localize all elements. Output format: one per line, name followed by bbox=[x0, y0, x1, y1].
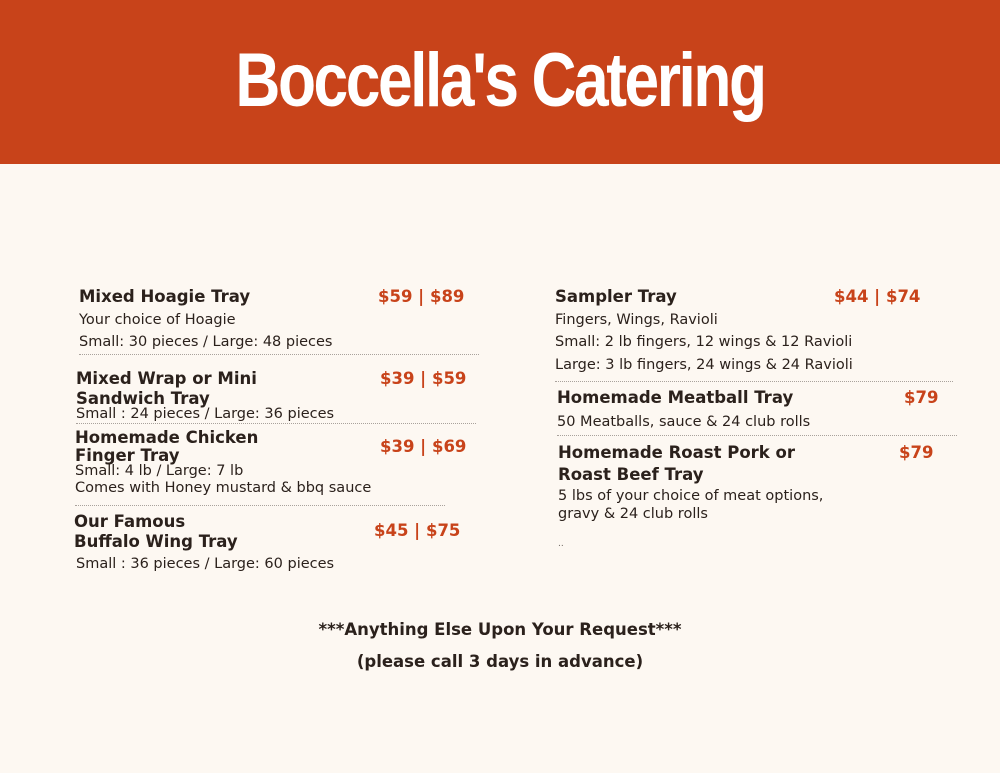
item-name-line: Sandwich Tray bbox=[76, 389, 210, 408]
divider bbox=[557, 435, 957, 436]
stray-mark: .. bbox=[558, 539, 564, 549]
item-price: $59 | $89 bbox=[378, 287, 465, 306]
menu-item-buffalo-wing-tray bbox=[74, 512, 238, 552]
item-description: Small : 24 pieces / Large: 36 pieces bbox=[76, 406, 335, 422]
item-name-line: Roast Beef Tray bbox=[558, 465, 704, 484]
item-name-line: Mixed Wrap or Mini bbox=[76, 369, 257, 388]
item-name-line: Homemade Chicken bbox=[75, 428, 259, 447]
item-description: Small: 4 lb / Large: 7 lb bbox=[75, 463, 244, 479]
item-name: Sampler Tray bbox=[555, 287, 677, 306]
divider bbox=[75, 505, 445, 506]
item-description: Small : 36 pieces / Large: 60 pieces bbox=[76, 556, 335, 572]
page-title: Boccella's Catering bbox=[235, 38, 765, 123]
menu-item-mixed-hoagie-tray bbox=[79, 287, 250, 307]
item-description: Your choice of Hoagie bbox=[79, 312, 236, 328]
item-description: gravy & 24 club rolls bbox=[558, 506, 708, 522]
footer-request-note: ***Anything Else Upon Your Request*** bbox=[318, 620, 682, 639]
item-description: 5 lbs of your choice of meat options, bbox=[558, 488, 824, 504]
divider bbox=[555, 381, 953, 382]
menu-item-sampler-tray bbox=[555, 287, 677, 307]
item-name: Homemade Meatball Tray bbox=[557, 388, 794, 407]
item-name-line: Homemade Roast Pork or bbox=[558, 443, 795, 462]
item-price: $79 bbox=[904, 388, 939, 407]
menu-item-chicken-finger-tray bbox=[75, 428, 258, 466]
menu-item-roast-pork-beef-tray bbox=[558, 443, 795, 485]
divider bbox=[76, 423, 476, 424]
item-price: $79 bbox=[899, 443, 934, 462]
item-description: Small: 30 pieces / Large: 48 pieces bbox=[79, 334, 333, 350]
item-name-line: Our Famous bbox=[74, 512, 186, 531]
item-price: $39 | $69 bbox=[380, 437, 467, 456]
divider bbox=[79, 354, 479, 355]
item-name-line: Buffalo Wing Tray bbox=[74, 532, 238, 551]
header-banner bbox=[0, 0, 1000, 164]
item-description: Comes with Honey mustard & bbq sauce bbox=[75, 480, 372, 496]
item-name: Mixed Hoagie Tray bbox=[79, 287, 251, 306]
item-price: $45 | $75 bbox=[374, 521, 461, 540]
item-description: Small: 2 lb fingers, 12 wings & 12 Ravioli bbox=[555, 334, 853, 350]
menu-item-mixed-wrap-tray bbox=[76, 369, 257, 409]
menu-item-meatball-tray bbox=[557, 388, 793, 408]
item-name-line: Finger Tray bbox=[75, 446, 180, 465]
item-price: $39 | $59 bbox=[380, 369, 467, 388]
item-description: Large: 3 lb fingers, 24 wings & 24 Ravioli bbox=[555, 357, 853, 373]
item-description: 50 Meatballs, sauce & 24 club rolls bbox=[557, 414, 811, 430]
footer-advance-note: (please call 3 days in advance) bbox=[356, 652, 644, 671]
item-description: Fingers, Wings, Ravioli bbox=[555, 312, 718, 328]
item-price: $44 | $74 bbox=[834, 287, 921, 306]
